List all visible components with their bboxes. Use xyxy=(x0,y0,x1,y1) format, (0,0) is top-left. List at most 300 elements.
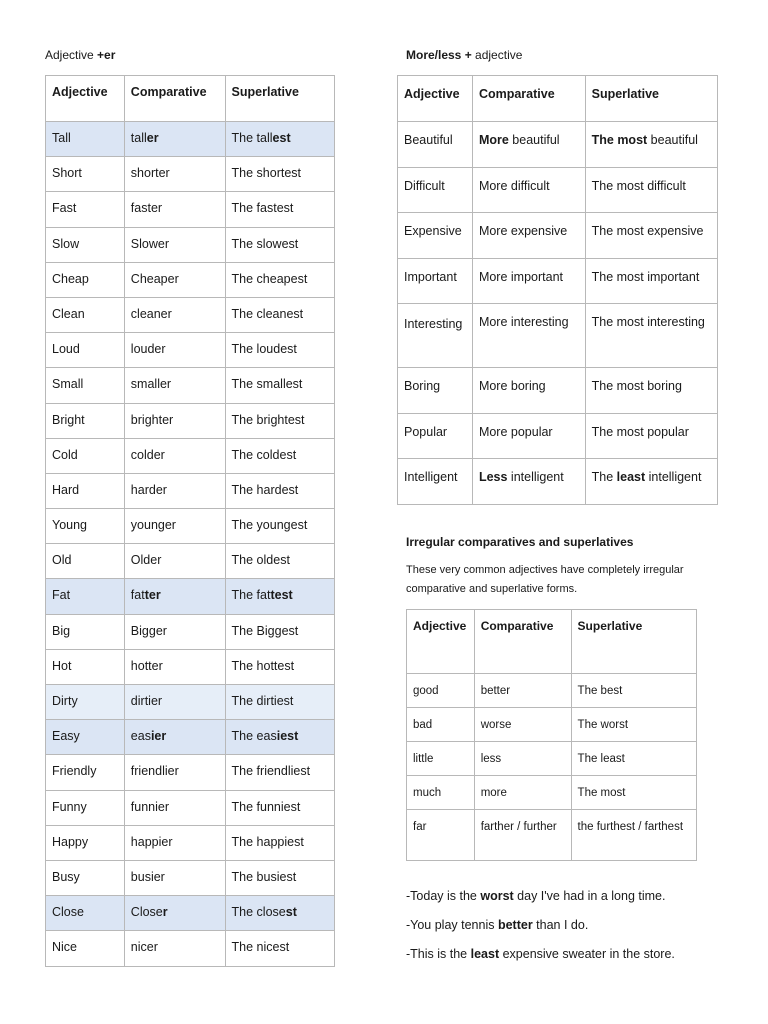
table-cell xyxy=(398,304,473,368)
table-cell xyxy=(585,258,717,304)
table-row xyxy=(407,810,697,861)
cell-text: beautiful xyxy=(647,133,698,147)
table-cell xyxy=(46,790,125,825)
table-row xyxy=(407,742,697,776)
cell-text: ter xyxy=(144,588,161,603)
column-header: Comparative xyxy=(124,76,225,122)
table-cell xyxy=(474,674,571,708)
column-header: Adjective xyxy=(398,76,473,122)
table-cell xyxy=(124,896,225,931)
cell-text: Funny xyxy=(52,799,87,814)
cell-text: The fat xyxy=(231,588,271,603)
cell-text: the furthest / farthest xyxy=(577,821,684,833)
table-cell xyxy=(585,304,717,368)
table-cell xyxy=(585,413,717,459)
table-cell xyxy=(225,649,334,684)
table-cell xyxy=(46,403,125,438)
cell-text: worse xyxy=(480,719,512,731)
column-header: Superlative xyxy=(225,76,334,122)
cell-text: More expensive xyxy=(478,224,568,238)
table-cell xyxy=(398,213,473,259)
cell-text: colder xyxy=(130,447,165,462)
cell-text: cleaner xyxy=(130,306,172,321)
cell-text: Slower xyxy=(130,236,170,251)
cell-text: busier xyxy=(130,869,165,884)
cell-text: The most xyxy=(591,133,648,147)
cell-text: least xyxy=(616,470,646,484)
table-cell xyxy=(225,438,334,473)
table-header-row xyxy=(407,610,697,674)
cell-text: The cheapest xyxy=(231,271,308,286)
table-cell xyxy=(225,790,334,825)
cell-text: More interesting xyxy=(478,315,569,329)
cell-text: Close xyxy=(130,905,163,920)
cell-text: Happy xyxy=(52,834,89,849)
cell-text: The tall xyxy=(231,131,273,145)
table-cell xyxy=(225,509,334,544)
table-row xyxy=(398,167,718,213)
cell-text: much xyxy=(413,787,442,799)
table-row xyxy=(46,122,335,157)
table-row xyxy=(46,509,335,544)
cell-text: The friendliest xyxy=(231,764,311,779)
table-cell xyxy=(124,790,225,825)
cell-text: The hardest xyxy=(231,482,299,497)
cell-text: brighter xyxy=(130,412,174,427)
table-cell xyxy=(472,122,585,168)
table-cell xyxy=(225,544,334,579)
table-row xyxy=(398,122,718,168)
cell-text: smaller xyxy=(130,377,172,392)
cell-text: The most difficult xyxy=(591,178,686,193)
table-cell xyxy=(124,473,225,508)
cell-text: The hottest xyxy=(231,658,295,673)
table-cell xyxy=(474,776,571,810)
table-cell xyxy=(474,708,571,742)
sentence-text: day I've had in a long time. xyxy=(513,889,666,903)
cell-text: The worst xyxy=(577,719,629,731)
table-header-row xyxy=(398,76,718,122)
cell-text: shorter xyxy=(130,166,170,181)
table-cell xyxy=(46,509,125,544)
table-cell xyxy=(124,438,225,473)
table-cell xyxy=(407,742,475,776)
cell-text: Slow xyxy=(52,236,80,251)
table-cell xyxy=(124,614,225,649)
sentence-text: -Today is the xyxy=(406,889,481,903)
cell-text: Small xyxy=(52,377,84,392)
er-adjective-table xyxy=(45,75,335,967)
cell-text: Tall xyxy=(52,131,71,145)
table-row xyxy=(407,776,697,810)
table-row xyxy=(46,333,335,368)
table-cell xyxy=(225,227,334,262)
cell-text: Cheap xyxy=(52,271,89,286)
table-cell xyxy=(585,459,717,505)
table-cell xyxy=(398,122,473,168)
cell-text: Short xyxy=(52,166,82,181)
table-cell xyxy=(124,227,225,262)
cell-text: The loudest xyxy=(231,342,297,357)
table-row xyxy=(46,297,335,332)
table-header-row xyxy=(46,76,335,122)
table-cell xyxy=(474,742,571,776)
cell-text: Old xyxy=(52,553,72,568)
table-cell xyxy=(571,776,696,810)
cell-text: More popular xyxy=(478,424,553,439)
cell-text: test xyxy=(270,588,293,603)
cell-text: more xyxy=(480,787,507,799)
table-cell xyxy=(124,122,225,157)
table-cell xyxy=(225,685,334,720)
table-cell xyxy=(407,776,475,810)
table-row xyxy=(46,685,335,720)
table-row xyxy=(398,304,718,368)
table-row xyxy=(398,258,718,304)
table-row xyxy=(46,579,335,614)
cell-text: The smallest xyxy=(231,377,303,392)
cell-text: The brightest xyxy=(231,412,305,427)
table-cell xyxy=(398,167,473,213)
table-cell xyxy=(398,459,473,505)
cell-text: younger xyxy=(130,518,176,533)
cell-text: farther / further xyxy=(480,821,557,833)
sentence-emphasis: least xyxy=(470,947,500,961)
table-cell xyxy=(585,368,717,414)
cell-text: The close xyxy=(231,905,286,920)
column-header: Superlative xyxy=(585,76,717,122)
cell-text: beautiful xyxy=(508,133,560,147)
table-cell xyxy=(225,755,334,790)
cell-text: eas xyxy=(130,729,151,744)
table-row xyxy=(46,192,335,227)
table-row xyxy=(407,674,697,708)
sentence-emphasis: worst xyxy=(480,889,514,903)
cell-text: Friendly xyxy=(52,764,97,779)
table-row xyxy=(46,473,335,508)
example-sentence xyxy=(406,947,675,961)
cell-text: Bright xyxy=(52,412,85,427)
cell-text: The nicest xyxy=(231,940,290,955)
table-cell xyxy=(124,192,225,227)
cell-text: nicer xyxy=(130,940,158,955)
cell-text: intelligent xyxy=(645,470,702,484)
cell-text: good xyxy=(413,685,439,697)
table-cell xyxy=(46,685,125,720)
cell-text: The dirtiest xyxy=(231,694,294,708)
cell-text: Difficult xyxy=(404,178,445,193)
cell-text: The least xyxy=(577,753,625,765)
table-cell xyxy=(225,614,334,649)
cell-text: The best xyxy=(577,685,623,697)
table-cell xyxy=(46,192,125,227)
irregular-table xyxy=(406,609,697,861)
table-cell xyxy=(225,579,334,614)
table-cell xyxy=(571,674,696,708)
cell-text: Hot xyxy=(52,658,72,673)
cell-text: Nice xyxy=(52,940,78,955)
cell-text: The most interesting xyxy=(591,315,705,329)
cell-text: Hard xyxy=(52,482,80,497)
table-row xyxy=(398,413,718,459)
table-cell xyxy=(225,825,334,860)
cell-text: The happiest xyxy=(231,834,304,849)
table-cell xyxy=(46,825,125,860)
table-row xyxy=(46,438,335,473)
table-row xyxy=(46,227,335,262)
cell-text: Cold xyxy=(52,447,78,462)
table-row xyxy=(46,755,335,790)
table-cell xyxy=(585,167,717,213)
table-cell xyxy=(124,368,225,403)
table-cell xyxy=(472,304,585,368)
left-heading: Adjective +er xyxy=(45,48,116,62)
cell-text: Easy xyxy=(52,729,80,744)
cell-text: est xyxy=(272,131,291,145)
column-header: Comparative xyxy=(472,76,585,122)
table-cell xyxy=(124,333,225,368)
table-cell xyxy=(46,157,125,192)
table-cell xyxy=(585,213,717,259)
cell-text: Dirty xyxy=(52,694,78,708)
sentence-emphasis: better xyxy=(497,918,533,932)
table-cell xyxy=(225,262,334,297)
table-cell xyxy=(124,157,225,192)
cell-text: louder xyxy=(130,342,166,357)
table-row xyxy=(46,403,335,438)
table-row xyxy=(46,720,335,755)
cell-text: harder xyxy=(130,482,167,497)
cell-text: Older xyxy=(130,553,162,568)
cell-text: Loud xyxy=(52,342,80,357)
table-cell xyxy=(46,333,125,368)
table-cell xyxy=(46,473,125,508)
cell-text: Bigger xyxy=(130,623,167,638)
table-row xyxy=(398,459,718,505)
table-cell xyxy=(124,403,225,438)
cell-text: happier xyxy=(130,834,173,849)
cell-text: ier xyxy=(150,729,167,744)
cell-text: intelligent xyxy=(507,470,564,484)
table-row xyxy=(46,790,335,825)
cell-text: The eas xyxy=(231,729,277,744)
cell-text: Young xyxy=(52,518,87,533)
table-cell xyxy=(124,825,225,860)
table-row xyxy=(46,896,335,931)
table-cell xyxy=(398,368,473,414)
column-header: Adjective xyxy=(407,610,475,674)
cell-text: less xyxy=(480,753,502,765)
table-cell xyxy=(472,459,585,505)
example-sentence xyxy=(406,889,665,903)
more-less-adjective-table xyxy=(397,75,718,505)
cell-text: The funniest xyxy=(231,799,301,814)
table-row xyxy=(46,368,335,403)
cell-text: The most xyxy=(577,787,626,799)
cell-text: r xyxy=(162,905,168,920)
table-row xyxy=(398,213,718,259)
table-cell xyxy=(124,649,225,684)
table-row xyxy=(46,262,335,297)
table-cell xyxy=(124,297,225,332)
cell-text: Busy xyxy=(52,869,80,884)
cell-text: The fastest xyxy=(231,201,294,216)
table-row xyxy=(46,931,335,966)
table-cell xyxy=(472,258,585,304)
table-cell xyxy=(46,579,125,614)
table-cell xyxy=(124,262,225,297)
sentence-text: -You play tennis xyxy=(406,918,498,932)
cell-text: The most boring xyxy=(591,379,682,393)
table-cell xyxy=(571,708,696,742)
cell-text: Popular xyxy=(404,424,448,439)
cell-text: Big xyxy=(52,623,71,638)
table-cell xyxy=(225,333,334,368)
table-cell xyxy=(124,509,225,544)
table-cell xyxy=(472,167,585,213)
table-cell xyxy=(46,297,125,332)
example-sentence xyxy=(406,918,588,932)
table-cell xyxy=(124,931,225,966)
table-cell xyxy=(46,614,125,649)
table-cell xyxy=(571,742,696,776)
table-cell xyxy=(46,896,125,931)
table-cell xyxy=(225,122,334,157)
sentence-text: than I do. xyxy=(532,918,589,932)
table-cell xyxy=(407,674,475,708)
cell-text: far xyxy=(413,821,427,833)
table-cell xyxy=(46,931,125,966)
cell-text: dirtier xyxy=(130,694,163,708)
table-cell xyxy=(225,157,334,192)
cell-text: hotter xyxy=(130,658,163,673)
cell-text: More boring xyxy=(478,379,546,393)
cell-text: More difficult xyxy=(478,178,550,193)
table-cell xyxy=(225,931,334,966)
cell-text: bad xyxy=(413,719,433,731)
table-cell xyxy=(124,579,225,614)
table-cell xyxy=(46,438,125,473)
cell-text: The most popular xyxy=(591,424,689,439)
irregular-description: These very common adjectives have completely irregular comparative and superlative forms. xyxy=(406,564,684,595)
cell-text: funnier xyxy=(130,799,170,814)
table-cell xyxy=(225,860,334,895)
cell-text: fat xyxy=(130,588,145,603)
table-row xyxy=(46,825,335,860)
table-row xyxy=(46,614,335,649)
cell-text: Important xyxy=(404,269,457,284)
table-row xyxy=(46,544,335,579)
cell-text: better xyxy=(480,685,511,697)
cell-text: The Biggest xyxy=(231,623,299,638)
cell-text: Close xyxy=(52,905,84,920)
table-cell xyxy=(472,368,585,414)
cell-text: Cheaper xyxy=(130,271,179,286)
cell-text: The most expensive xyxy=(591,224,704,238)
table-cell xyxy=(124,860,225,895)
table-cell xyxy=(46,720,125,755)
table-cell xyxy=(46,227,125,262)
sentence-text: -This is the xyxy=(406,947,471,961)
cell-text: More important xyxy=(478,269,563,284)
table-cell xyxy=(225,473,334,508)
cell-text: The slowest xyxy=(231,236,299,251)
table-cell xyxy=(46,544,125,579)
table-cell xyxy=(225,368,334,403)
table-cell xyxy=(46,262,125,297)
cell-text: Fat xyxy=(52,588,71,603)
cell-text: st xyxy=(285,905,297,920)
table-row xyxy=(398,368,718,414)
cell-text: The most important xyxy=(591,269,700,284)
irregular-title: Irregular comparatives and superlatives xyxy=(406,535,634,549)
cell-text: The busiest xyxy=(231,869,297,884)
table-row xyxy=(46,860,335,895)
cell-text: Beautiful xyxy=(404,133,453,147)
table-row xyxy=(407,708,697,742)
cell-text: tall xyxy=(130,131,147,145)
sentence-text: expensive sweater in the store. xyxy=(499,947,675,961)
table-cell xyxy=(585,122,717,168)
table-cell xyxy=(472,213,585,259)
cell-text: Intelligent xyxy=(404,470,458,484)
table-cell xyxy=(225,192,334,227)
table-cell xyxy=(124,685,225,720)
table-cell xyxy=(407,810,475,861)
cell-text: The xyxy=(591,470,617,484)
cell-text: Expensive xyxy=(404,224,462,238)
table-cell xyxy=(124,544,225,579)
cell-text: faster xyxy=(130,201,163,216)
table-cell xyxy=(472,413,585,459)
cell-text: Fast xyxy=(52,201,77,216)
table-cell xyxy=(225,720,334,755)
cell-text: friendlier xyxy=(130,764,179,779)
cell-text: Boring xyxy=(404,379,441,393)
cell-text: little xyxy=(413,753,434,765)
cell-text: Interesting xyxy=(404,317,463,331)
table-cell xyxy=(407,708,475,742)
table-cell xyxy=(46,649,125,684)
table-cell xyxy=(398,258,473,304)
cell-text: The youngest xyxy=(231,518,308,533)
table-cell xyxy=(124,755,225,790)
table-cell xyxy=(225,896,334,931)
cell-text: More xyxy=(478,133,509,147)
table-cell xyxy=(46,122,125,157)
table-cell xyxy=(398,413,473,459)
table-cell xyxy=(46,860,125,895)
cell-text: The coldest xyxy=(231,447,297,462)
table-cell xyxy=(124,720,225,755)
cell-text: Clean xyxy=(52,306,85,321)
table-row xyxy=(46,649,335,684)
cell-text: The oldest xyxy=(231,553,290,568)
cell-text: The shortest xyxy=(231,166,302,181)
table-cell xyxy=(46,368,125,403)
table-cell xyxy=(225,403,334,438)
cell-text: Less xyxy=(478,470,508,484)
table-row xyxy=(46,157,335,192)
cell-text: iest xyxy=(276,729,299,744)
right-heading: More/less + adjective xyxy=(406,48,523,62)
table-cell xyxy=(46,755,125,790)
column-header: Adjective xyxy=(46,76,125,122)
cell-text: er xyxy=(146,131,159,145)
column-header: Comparative xyxy=(474,610,571,674)
table-cell xyxy=(225,297,334,332)
cell-text: The cleanest xyxy=(231,306,304,321)
